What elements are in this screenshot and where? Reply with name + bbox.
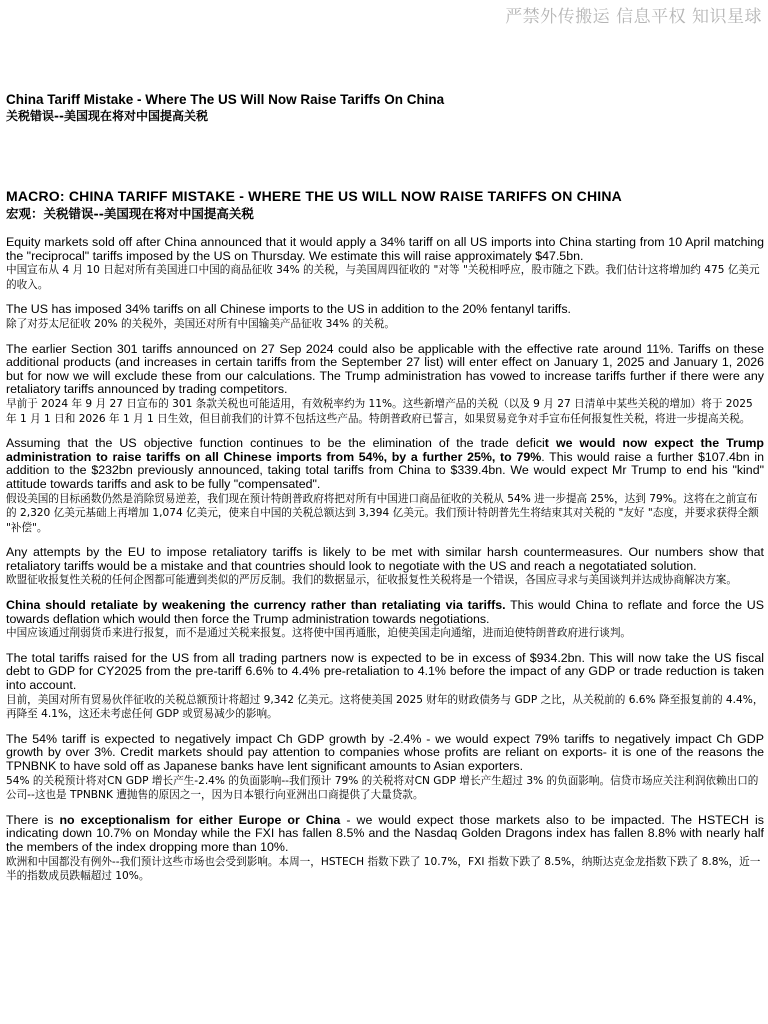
- paragraph-text: Equity markets sold off after China announced that it would apply a 34% tariff on all US imports into China starting from 10 April matching the "reciprocal" tariffs imposed by the US on Thursday. We estimate this will raise approximately $47.5bn.: [6, 235, 764, 263]
- paragraph-2: [6, 303, 764, 331]
- paragraph-cn: 除了对芬太尼征收 20% 的关税外，美国还对所有中国输美产品征收 34% 的关税。: [6, 317, 395, 330]
- paragraph-6: [6, 599, 764, 641]
- paragraph-7: [6, 652, 764, 722]
- paragraph-cn: 中国宣布从 4 月 10 日起对所有美国进口中国的商品征收 34% 的关税，与美国周四征收的 "对等 "关税相呼应，股市随之下跌。我们估计这将增加约 475 亿美元的收入。: [6, 264, 760, 291]
- paragraph-bold-text: China should retaliate by weakening the currency rather than retaliating via tariffs.: [6, 598, 506, 613]
- paragraph-cn: 欧洲和中国都没有例外--我们预计这些市场也会受到影响。本周一，HSTECH 指数下跌了 10.7%，FXI 指数下跌了 8.5%，纳斯达克金龙指数下跌了 8.8%，近一半的指数成员跌幅超过 10%。: [6, 855, 761, 883]
- paragraph-text: There is: [6, 812, 60, 827]
- paragraph-text: The earlier Section 301 tariffs announced on 27 Sep 2024 could also be applicable with the effective rate around 11%. Tariffs on these additional products (and increases in certain tariffs from the September 27 list) will enter effect on January 1, 2025 and January 1, 2026 but for now we will exclude these from our calculations. The Trump administration has vowed to increase tariffs further if there were any retaliatory tariffs announced by trading competitors.: [6, 341, 764, 397]
- paragraph-cn: 欧盟征收报复性关税的任何企图都可能遭到类似的严厉反制。我们的数据显示，征收报复性关税将是一个错误，各国应寻求与美国谈判并达成协商解决方案。: [6, 574, 737, 587]
- page-title-cn: 关税错误--美国现在将对中国提高关税: [6, 109, 208, 123]
- paragraph-9: [6, 814, 764, 884]
- document-body: [6, 92, 764, 895]
- paragraph-bold-text: t we would now expect the Trump administration to raise tariffs on all Chinese imports from 54%, by a further 25%, to 79%: [6, 436, 764, 464]
- paragraph-text: The total tariffs raised for the US from all trading partners now is expected to be in excess of $934.2bn. This will now take the US fiscal debt to GDP for CY2025 from the pre-tariff 6.6% to 4.4% pre-retaliation to 4.1% before the impact of any GDP or trade reduction is taken into account.: [6, 650, 764, 693]
- paragraph-en: [6, 236, 764, 263]
- paragraph-text: - we would expect those markets also to be impacted. The HSTECH is indicating down 10.7% on Monday while the FXI has fallen 8.5% and the Nasdaq Golden Dragons index has fallen 8.8% with nearly half the members of the index dropping more than 10%.: [6, 812, 764, 854]
- paragraph-en: [6, 652, 764, 693]
- paragraph-text: The US has imposed 34% tariffs on all Chinese imports to the US in addition to the 20% fentanyl tariffs.: [6, 302, 571, 317]
- page-title: China Tariff Mistake - Where The US Will Now Raise Tariffs On China: [6, 92, 445, 107]
- section-heading: MACRO: CHINA TARIFF MISTAKE - WHERE THE US WILL NOW RAISE TARIFFS ON CHINA: [6, 188, 622, 204]
- watermark-text: 严禁外传搬运 信息平权 知识星球: [505, 7, 762, 27]
- paragraph-en: [6, 343, 764, 397]
- paragraph-bold-text: no exceptionalism for either Europe or China: [59, 812, 341, 827]
- section-heading-cn: 宏观：关税错误--美国现在将对中国提高关税: [6, 206, 254, 221]
- paragraph-en: [6, 814, 764, 855]
- paragraph-cn: 中国应该通过削弱货币来进行报复，而不是通过关税来报复。这将使中国再通胀，迫使美国走向通缩，进而迫使特朗普政府进行谈判。: [6, 627, 632, 640]
- paragraph-en: [6, 599, 764, 626]
- paragraph-5: [6, 546, 764, 588]
- paragraph-en: [6, 733, 764, 774]
- paragraph-8: [6, 733, 764, 803]
- paragraph-en: [6, 303, 764, 317]
- paragraph-en: [6, 437, 764, 491]
- paragraph-text: . This would raise a further $107.4bn in addition to the $232bn previously announced, taking total tariffs from China to $339.4bn. We would expect Mr Trump to end his "kind" attitude towards tariffs and ask to be fully "compensated".: [6, 449, 764, 491]
- paragraph-4: [6, 437, 764, 535]
- paragraph-cn: 54% 的关税预计将对CN GDP 增长产生-2.4% 的负面影响--我们预计 79% 的关税将对CN GDP 增长产生超过 3% 的负面影响。信贷市场应关注利润依赖出口的公司--这也是 TPNBNK 遭抛售的原因之一，因为日本银行向亚洲出口商提供了大量贷款。: [6, 774, 759, 802]
- paragraph-1: [6, 236, 764, 292]
- paragraph-cn: 目前，美国对所有贸易伙伴征收的关税总额预计将超过 9,342 亿美元。这将使美国 2025 财年的财政债务与 GDP 之比，从关税前的 6.6% 降至报复前的 4.4%，再降至 4.1%，这还未考虑任何 GDP 或贸易减少的影响。: [6, 693, 764, 721]
- paragraph-text: Assuming that the US objective function continues to be the elimination of the trade defici: [6, 436, 545, 451]
- paragraph-en: [6, 546, 764, 573]
- paragraph-text: Any attempts by the EU to impose retaliatory tariffs is likely to be met with similar harsh countermeasures. Our numbers show that retaliatory tariffs would be a mistake and that countries should look to negotiate with the US and reach a negotatiated solution.: [6, 545, 764, 573]
- paragraph-cn: 早前于 2024 年 9 月 27 日宣布的 301 条款关税也可能适用，有效税率约为 11%。这些新增产品的关税（以及 9 月 27 日清单中某些关税的增加）将于 2025 年 1 月 1 日和 2026 年 1 月 1 日生效，但目前我们的计算不包括这些产品。特朗普政府已誓言，如果贸易竞争对手宣布任何报复性关税，将进一步提高关税。: [6, 397, 753, 425]
- paragraph-cn: 假设美国的目标函数仍然是消除贸易逆差，我们现在预计特朗普政府将把对所有中国进口商品征收的关税从 54% 进一步提高 25%，达到 79%。这将在之前宣布的 2,320 亿美元基础上再增加 1,074 亿美元，使来自中国的关税总额达到 3,394 亿美元。我们预计特朗普先生将结束其对关税的 "友好 "态度，并要求获得全额 "补偿"。: [6, 492, 759, 534]
- paragraph-text: This would China to reflate and force the US towards deflation which would then force the Trump administration towards negotiations.: [6, 598, 764, 626]
- paragraph-3: [6, 343, 764, 427]
- paragraph-text: The 54% tariff is expected to negatively impact Ch GDP growth by -2.4% - we would expect 79% tariffs to negatively impact Ch GDP growth by over 3%. Credit markets should pay attention to companies whose profits are reliant on exports- it is one of the reasons the TPNBNK to have sold off as Japanese banks have lent significant amounts to Asian exporters.: [6, 731, 764, 773]
